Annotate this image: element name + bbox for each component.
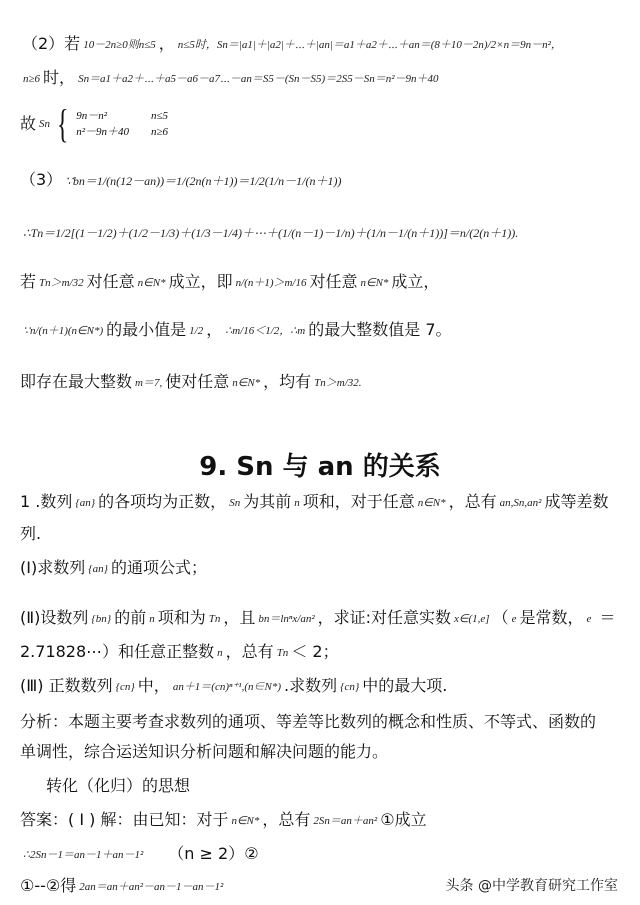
text: .求数列 xyxy=(284,676,338,695)
line-2: （2）若 10－2n≥0则n≤5 ， n≤5时，Sn＝|a1|＋|a2|＋⋯＋|an|＝a1＋a2＋⋯＋an＝(8＋10－2n)/2×n＝9n－n²， xyxy=(22,34,562,53)
formula: 1/2 xyxy=(189,324,204,337)
watermark: 头条 @中学教育研究工作室 xyxy=(445,878,618,894)
formula: Sn xyxy=(229,496,241,509)
formula: n∈N* xyxy=(231,814,260,827)
formula: ∵n/(n＋1)(n∈N*) xyxy=(23,324,104,337)
text: 若 xyxy=(20,272,37,291)
formula: {cn} xyxy=(115,680,135,693)
analysis-2: 单调性，综合运送知识分析问题和解决问题的能力。 xyxy=(20,742,389,761)
text: 对任意 xyxy=(309,272,358,291)
formula: Tn xyxy=(276,646,289,659)
text: ①--②得 xyxy=(20,876,77,895)
formula: 10－2n≥0则n≤5 xyxy=(83,38,156,51)
line-tn xyxy=(20,222,640,243)
formula: 2Sn＝an＋an² xyxy=(313,814,378,827)
problem-line-1 xyxy=(20,492,640,513)
text: 故 xyxy=(20,114,37,133)
analysis-1: 分析：本题主要考查求数列的通项、等差等比数列的概念和性质、不等式、函数的 xyxy=(20,712,597,731)
question-2 xyxy=(20,608,640,629)
answer-1 xyxy=(20,810,640,831)
text: 项和为 xyxy=(157,608,206,627)
text: 中， xyxy=(137,676,170,695)
formula: Tn xyxy=(208,612,221,625)
text: （3） xyxy=(20,170,63,189)
formula: e xyxy=(511,612,517,625)
question-1 xyxy=(20,558,640,579)
formula: m＝7, xyxy=(135,376,163,389)
question-2b xyxy=(20,642,640,663)
text: 1 .数列 xyxy=(20,492,73,511)
section-heading: 9. Sn 与 an 的关系 xyxy=(199,452,441,482)
formula: n≥6 xyxy=(23,72,41,85)
text: 的最大整数值是 7。 xyxy=(308,320,452,339)
text: ＜ 2； xyxy=(291,642,339,661)
text: 时， xyxy=(43,68,76,87)
text: 使对任意 xyxy=(165,372,230,391)
line-piecewise xyxy=(20,101,640,154)
text: 列. xyxy=(20,524,42,543)
formula: n∈N* xyxy=(232,376,261,389)
formula: n/(n＋1)＞m/16 xyxy=(235,276,307,289)
formula: ∴m/16＜1/2，∴m xyxy=(225,324,306,337)
text: (Ⅱ)设数列 xyxy=(20,608,89,627)
text: 成立， xyxy=(391,272,440,291)
formula: x∈(1,e] xyxy=(454,612,490,625)
text: ，求证:对任意实数 xyxy=(317,608,452,627)
formula: {cn} xyxy=(340,680,360,693)
formula: n xyxy=(149,612,155,625)
formula: ∵bn＝1/(n(12－an))＝1/(2n(n＋1))＝1/2(1/n－1/(n＋1)) xyxy=(65,173,342,188)
text: ，均有 xyxy=(263,372,312,391)
formula: an＋1＝(cn)ⁿ⁺¹,(n∈N*) xyxy=(172,680,282,693)
text: （ xyxy=(492,608,509,627)
text: 的最小值是 xyxy=(106,320,187,339)
formula: n≤5时，Sn＝|a1|＋|a2|＋⋯＋|an|＝a1＋a2＋⋯＋an＝(8＋10－2n)/2×n＝9n－n²， xyxy=(177,38,562,51)
formula: Tn＞m/32 xyxy=(39,276,84,289)
line-condition xyxy=(20,272,640,293)
text: （2）若 xyxy=(22,34,81,53)
text: ，总有 xyxy=(225,642,274,661)
text: 的各项均为正数， xyxy=(98,492,227,511)
formula: n∈N* xyxy=(137,276,166,289)
text: (Ⅲ) 正数数列 xyxy=(20,676,113,695)
text: ， xyxy=(206,320,223,339)
text: 成等差数 xyxy=(544,492,609,511)
formula: e xyxy=(586,612,592,625)
formula: Sn xyxy=(39,118,51,130)
brace: { xyxy=(56,101,69,146)
formula: ∴2Sn－1＝an－1＋an－1² xyxy=(23,848,144,861)
text: ，总有 xyxy=(262,810,311,829)
line-n6 xyxy=(20,68,640,89)
text: （n ≥ 2）② xyxy=(168,844,259,863)
formula: Sn＝a1＋a2＋⋯＋a5－a6－a7⋯－an＝S5－(Sn－S5)＝2S5－Sn＝n²－9n＋40 xyxy=(78,72,439,85)
text: 为其前 xyxy=(243,492,292,511)
text: 答案：( Ⅰ ) 解：由已知：对于 xyxy=(20,810,229,829)
line-conclusion xyxy=(20,372,640,393)
text: 中的最大项. xyxy=(362,676,448,695)
piecewise-cases xyxy=(76,108,168,140)
case-2: n²－9n＋40 n≥6 xyxy=(76,126,169,138)
formula: an,Sn,an² xyxy=(499,496,542,509)
formula: n∈N* xyxy=(417,496,446,509)
text: 成立，即 xyxy=(168,272,233,291)
formula: {an} xyxy=(88,562,109,575)
case-1: 9n－n² n≤5 xyxy=(76,110,169,122)
line-3 xyxy=(20,170,640,191)
formula: bn＝lnⁿx/an² xyxy=(258,612,315,625)
text: 项和，对于任意 xyxy=(302,492,415,511)
text: ，且 xyxy=(223,608,256,627)
text: 的通项公式； xyxy=(111,558,208,577)
text: 即存在最大整数 xyxy=(20,372,133,391)
question-3 xyxy=(20,676,640,697)
formula: {an} xyxy=(75,496,96,509)
formula: n xyxy=(294,496,300,509)
formula: 2an＝an＋an²－an－1－an－1² xyxy=(79,880,224,893)
text: ，总有 xyxy=(448,492,497,511)
text: 的前 xyxy=(114,608,147,627)
formula: n∈N* xyxy=(360,276,389,289)
formula: {bn} xyxy=(91,612,112,625)
text: (Ⅰ)求数列 xyxy=(20,558,86,577)
formula: Tn＞m/32. xyxy=(314,376,362,389)
formula: n xyxy=(217,646,223,659)
text: ①成立 xyxy=(380,810,427,829)
formula: ∴Tn＝1/2[(1－1/2)＋(1/2－1/3)＋(1/3－1/4)＋⋯＋(1/(n－1)－1/n)＋(1/n－1/(n＋1))]＝n/(2(n＋1)). xyxy=(23,225,519,240)
text: ＝ xyxy=(594,608,616,627)
analysis-3: 转化（化归）的思想 xyxy=(46,776,191,795)
line-min xyxy=(20,320,640,341)
text: 是常数， xyxy=(519,608,584,627)
text: 2.71828⋯）和任意正整数 xyxy=(20,642,215,661)
problem-line-1b xyxy=(20,524,640,544)
text: 对任意 xyxy=(86,272,135,291)
answer-2 xyxy=(20,844,640,865)
